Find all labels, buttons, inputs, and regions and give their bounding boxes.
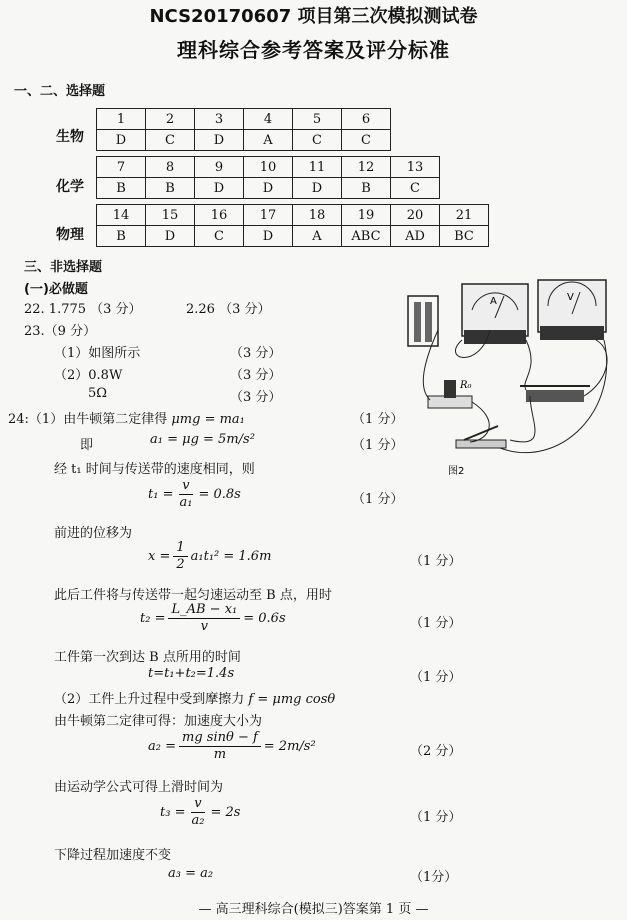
answer-cell: D bbox=[195, 178, 244, 199]
section-nonchoice-heading: 三、非选择题 bbox=[24, 260, 103, 275]
ammeter-label: A bbox=[490, 296, 497, 307]
question-number: 3 bbox=[195, 109, 244, 130]
document-subtitle: 理科综合参考答案及评分标准 bbox=[177, 38, 450, 62]
q24-eq-t2: t₂ = $\frac{\text{L\_AB − x₁}}{v}$ = 0.6s bbox=[140, 602, 286, 634]
q22-answer-b: 2.26 （3 分） bbox=[186, 302, 271, 317]
question-number: 19 bbox=[342, 205, 391, 226]
q24-line-3: 经 t₁ 时间与传送带的速度相同，则 bbox=[54, 462, 255, 477]
question-number: 9 bbox=[195, 157, 244, 178]
answer-cell: D bbox=[244, 178, 293, 199]
question-number: 4 bbox=[244, 109, 293, 130]
q24-line-11: （2）工件上升过程中受到摩擦力 f = μmg cosθ bbox=[54, 692, 336, 707]
question-number: 7 bbox=[97, 157, 146, 178]
circuit-figure bbox=[400, 270, 620, 490]
answer-cell: D bbox=[146, 226, 195, 247]
answer-cell: D bbox=[244, 226, 293, 247]
q24-points-4: （1 分） bbox=[352, 492, 404, 507]
question-number: 6 bbox=[342, 109, 391, 130]
q24-line-2-label: 即 bbox=[80, 438, 94, 453]
q24-eq-t: t=t₁+t₂=1.4s bbox=[148, 666, 235, 681]
q24-points-10: （1 分） bbox=[410, 670, 462, 685]
answer-cell: C bbox=[293, 130, 342, 151]
question-number: 15 bbox=[146, 205, 195, 226]
q23-points-3: （3 分） bbox=[230, 390, 282, 405]
q23-points-1: （3 分） bbox=[230, 346, 282, 361]
answer-cell: B bbox=[146, 178, 195, 199]
answer-cell: A bbox=[293, 226, 342, 247]
answer-table-physics bbox=[96, 204, 489, 247]
question-number: 10 bbox=[244, 157, 293, 178]
voltmeter-icon bbox=[538, 280, 606, 340]
question-number: 20 bbox=[391, 205, 440, 226]
question-number: 18 bbox=[293, 205, 342, 226]
q24-eq-t3: t₃ = $\frac{v}{\text{a₂}}$ = 2s bbox=[160, 796, 241, 828]
q24-points-13: （2 分） bbox=[410, 744, 462, 759]
ammeter-icon bbox=[462, 284, 528, 344]
q24-line-14: 由运动学公式可得上滑时间为 bbox=[54, 780, 224, 795]
switch-icon bbox=[456, 426, 506, 448]
required-heading: (一)必做题 bbox=[24, 282, 88, 297]
question-number: 1 bbox=[97, 109, 146, 130]
subject-physics: 物理 bbox=[56, 227, 84, 243]
q24-eq-x: x = $\frac{1}{2}$ a₁t₁² = 1.6m bbox=[148, 540, 272, 572]
battery-icon bbox=[408, 296, 438, 346]
answer-cell: D bbox=[195, 130, 244, 151]
answer-cell: AD bbox=[391, 226, 440, 247]
q24-points-2: （1 分） bbox=[352, 438, 404, 453]
question-number: 17 bbox=[244, 205, 293, 226]
section-choice-heading: 一、二、选择题 bbox=[14, 84, 106, 99]
q24-line-2-math: a₁ = μg = 5m/s² bbox=[150, 432, 255, 447]
question-number: 21 bbox=[440, 205, 489, 226]
answer-cell: BC bbox=[440, 226, 489, 247]
q24-eq-t1: t₁ = $\frac{v}{\text{a₁}}$ = 0.8s bbox=[148, 478, 241, 510]
q24-line-1: 24:（1）由牛顿第二定律得 μmg = ma₁ bbox=[8, 412, 245, 427]
q24-points-8: （1 分） bbox=[410, 616, 462, 631]
question-number: 16 bbox=[195, 205, 244, 226]
q23-line-3: 5Ω bbox=[88, 386, 108, 401]
answer-cell: B bbox=[342, 178, 391, 199]
answer-table-biology bbox=[96, 108, 391, 151]
q24-line-12: 由牛顿第二定律可得：加速度大小为 bbox=[54, 714, 263, 729]
q24-line-7: 此后工件将与传送带一起匀速运动至 B 点，用时 bbox=[54, 588, 332, 603]
question-number: 13 bbox=[391, 157, 440, 178]
q24-points-17: （1分） bbox=[410, 870, 458, 885]
question-number: 12 bbox=[342, 157, 391, 178]
page-footer: — 高三理科综合(模拟三)答案第 1 页 — bbox=[198, 902, 429, 917]
q24-eq-a3: a₃ = a₂ bbox=[168, 866, 214, 881]
q24-line-5: 前进的位移为 bbox=[54, 526, 133, 541]
answer-cell: A bbox=[244, 130, 293, 151]
answer-cell: D bbox=[293, 178, 342, 199]
q23-line-2: （2）0.8W bbox=[54, 368, 123, 383]
answer-cell: C bbox=[342, 130, 391, 151]
answer-cell: C bbox=[146, 130, 195, 151]
answer-cell: ABC bbox=[342, 226, 391, 247]
answer-cell: C bbox=[391, 178, 440, 199]
resistor-label: R₀ bbox=[460, 380, 472, 391]
answer-cell: C bbox=[195, 226, 244, 247]
question-number: 14 bbox=[97, 205, 146, 226]
q24-points-15: （1 分） bbox=[410, 810, 462, 825]
q24-line-9: 工件第一次到达 B 点所用的时间 bbox=[54, 650, 241, 665]
q24-line-16: 下降过程加速度不变 bbox=[54, 848, 172, 863]
subject-chemistry: 化学 bbox=[56, 179, 84, 195]
document-title: NCS20170607 项目第三次模拟测试卷 bbox=[149, 6, 478, 27]
voltmeter-label: V bbox=[567, 292, 574, 303]
q24-points-6: （1 分） bbox=[410, 554, 462, 569]
q23-points-2: （3 分） bbox=[230, 368, 282, 383]
question-number: 2 bbox=[146, 109, 195, 130]
q24-points-1: （1 分） bbox=[352, 412, 404, 427]
q24-eq-a2: a₂ = $\frac{\text{mg sinθ − f}}{m}$ = 2m/s² bbox=[148, 730, 316, 762]
answer-cell: B bbox=[97, 226, 146, 247]
answer-cell: D bbox=[97, 130, 146, 151]
q23-heading: 23.（9 分） bbox=[24, 324, 97, 339]
q22-answer-a: 22. 1.775 （3 分） bbox=[24, 302, 142, 317]
question-number: 8 bbox=[146, 157, 195, 178]
question-number: 11 bbox=[293, 157, 342, 178]
resistor-icon bbox=[428, 380, 472, 408]
answer-cell: B bbox=[97, 178, 146, 199]
q23-line-1: （1）如图所示 bbox=[54, 346, 141, 361]
subject-biology: 生物 bbox=[56, 129, 84, 145]
answer-table-chemistry bbox=[96, 156, 440, 199]
figure-caption: 图2 bbox=[448, 466, 465, 477]
question-number: 5 bbox=[293, 109, 342, 130]
